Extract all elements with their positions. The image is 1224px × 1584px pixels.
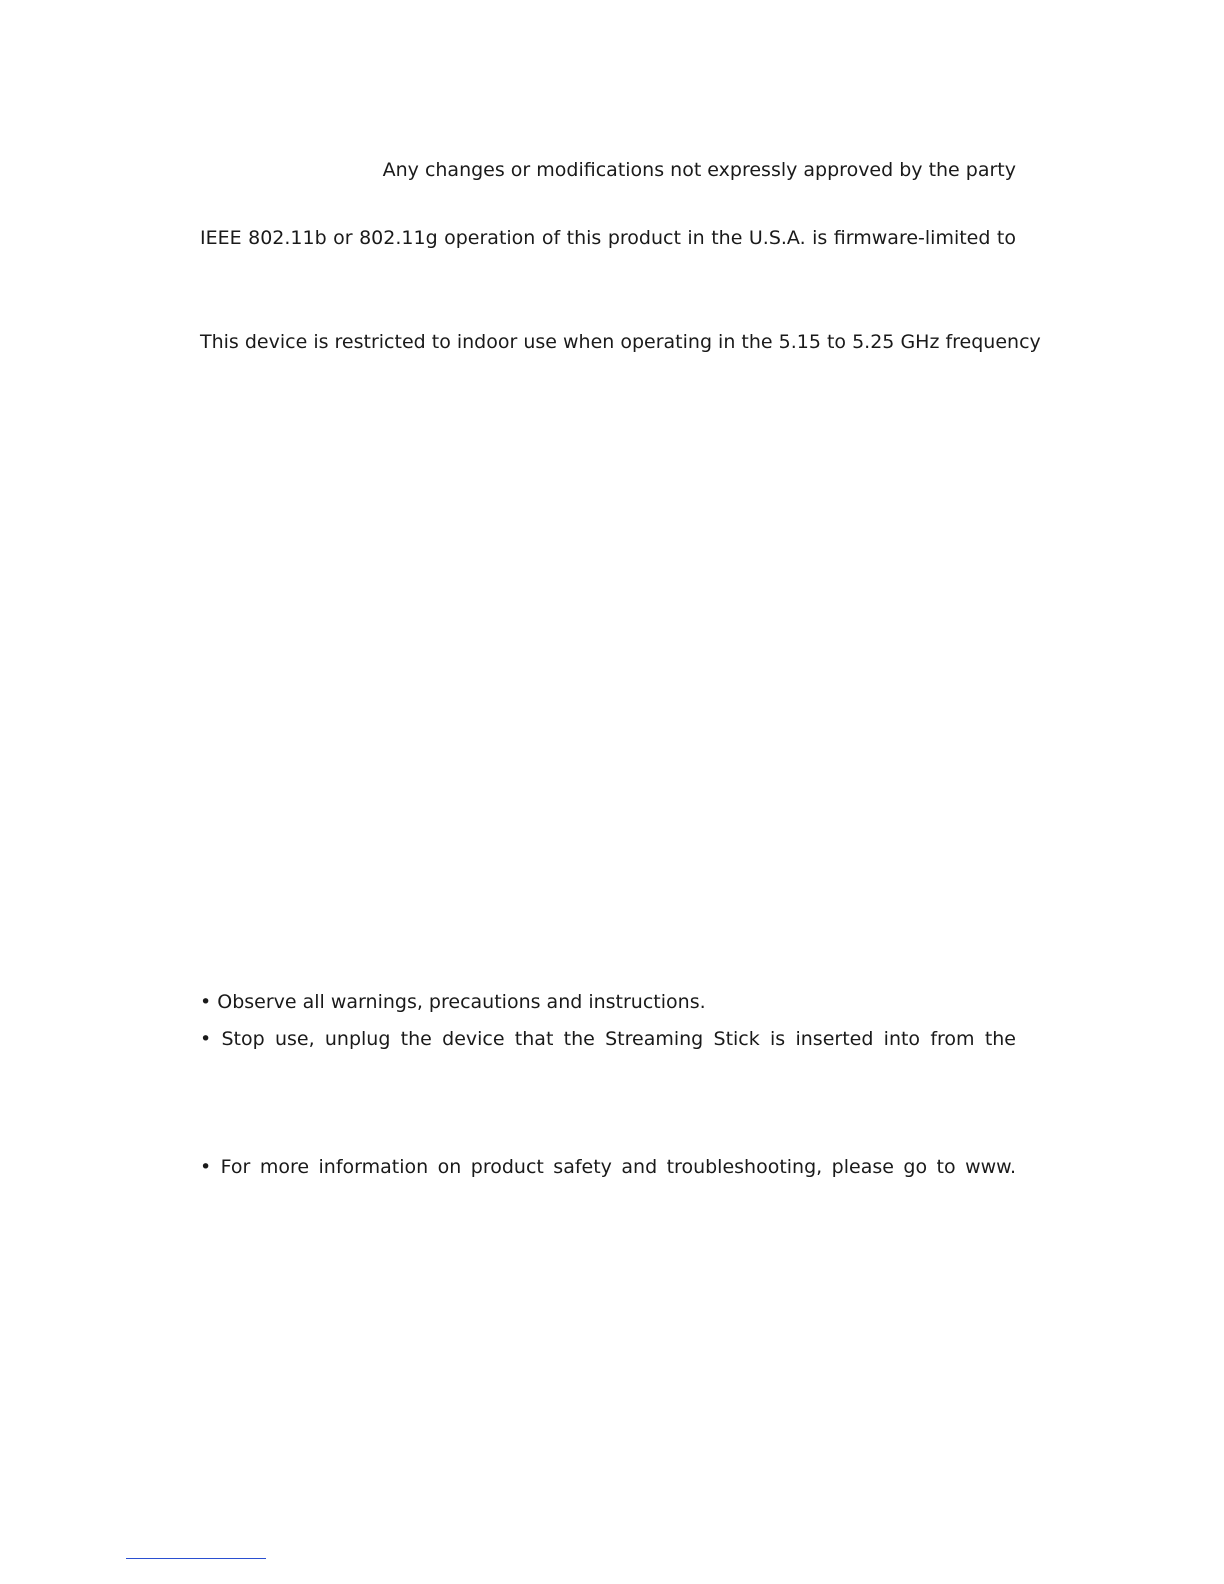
indoor-use-line: This device is restricted to indoor use when operating in the 5.15 to 5.25 GHz frequency xyxy=(200,331,1041,353)
ieee-operation-line: IEEE 802.11b or 802.11g operation of this product in the U.S.A. is firmware-limited to xyxy=(200,227,1016,249)
bullet-stop-use: • Stop use, unplug the device that the Streaming Stick is inserted into from the xyxy=(200,1028,1016,1050)
bullet-more-information: • For more information on product safety and troubleshooting, please go to www. xyxy=(200,1156,1016,1178)
fcc-modifications-line: Any changes or modifications not expressly approved by the party xyxy=(382,159,1016,181)
footnote-divider xyxy=(126,1558,266,1559)
bullet-observe-warnings: • Observe all warnings, precautions and instructions. xyxy=(200,991,706,1013)
